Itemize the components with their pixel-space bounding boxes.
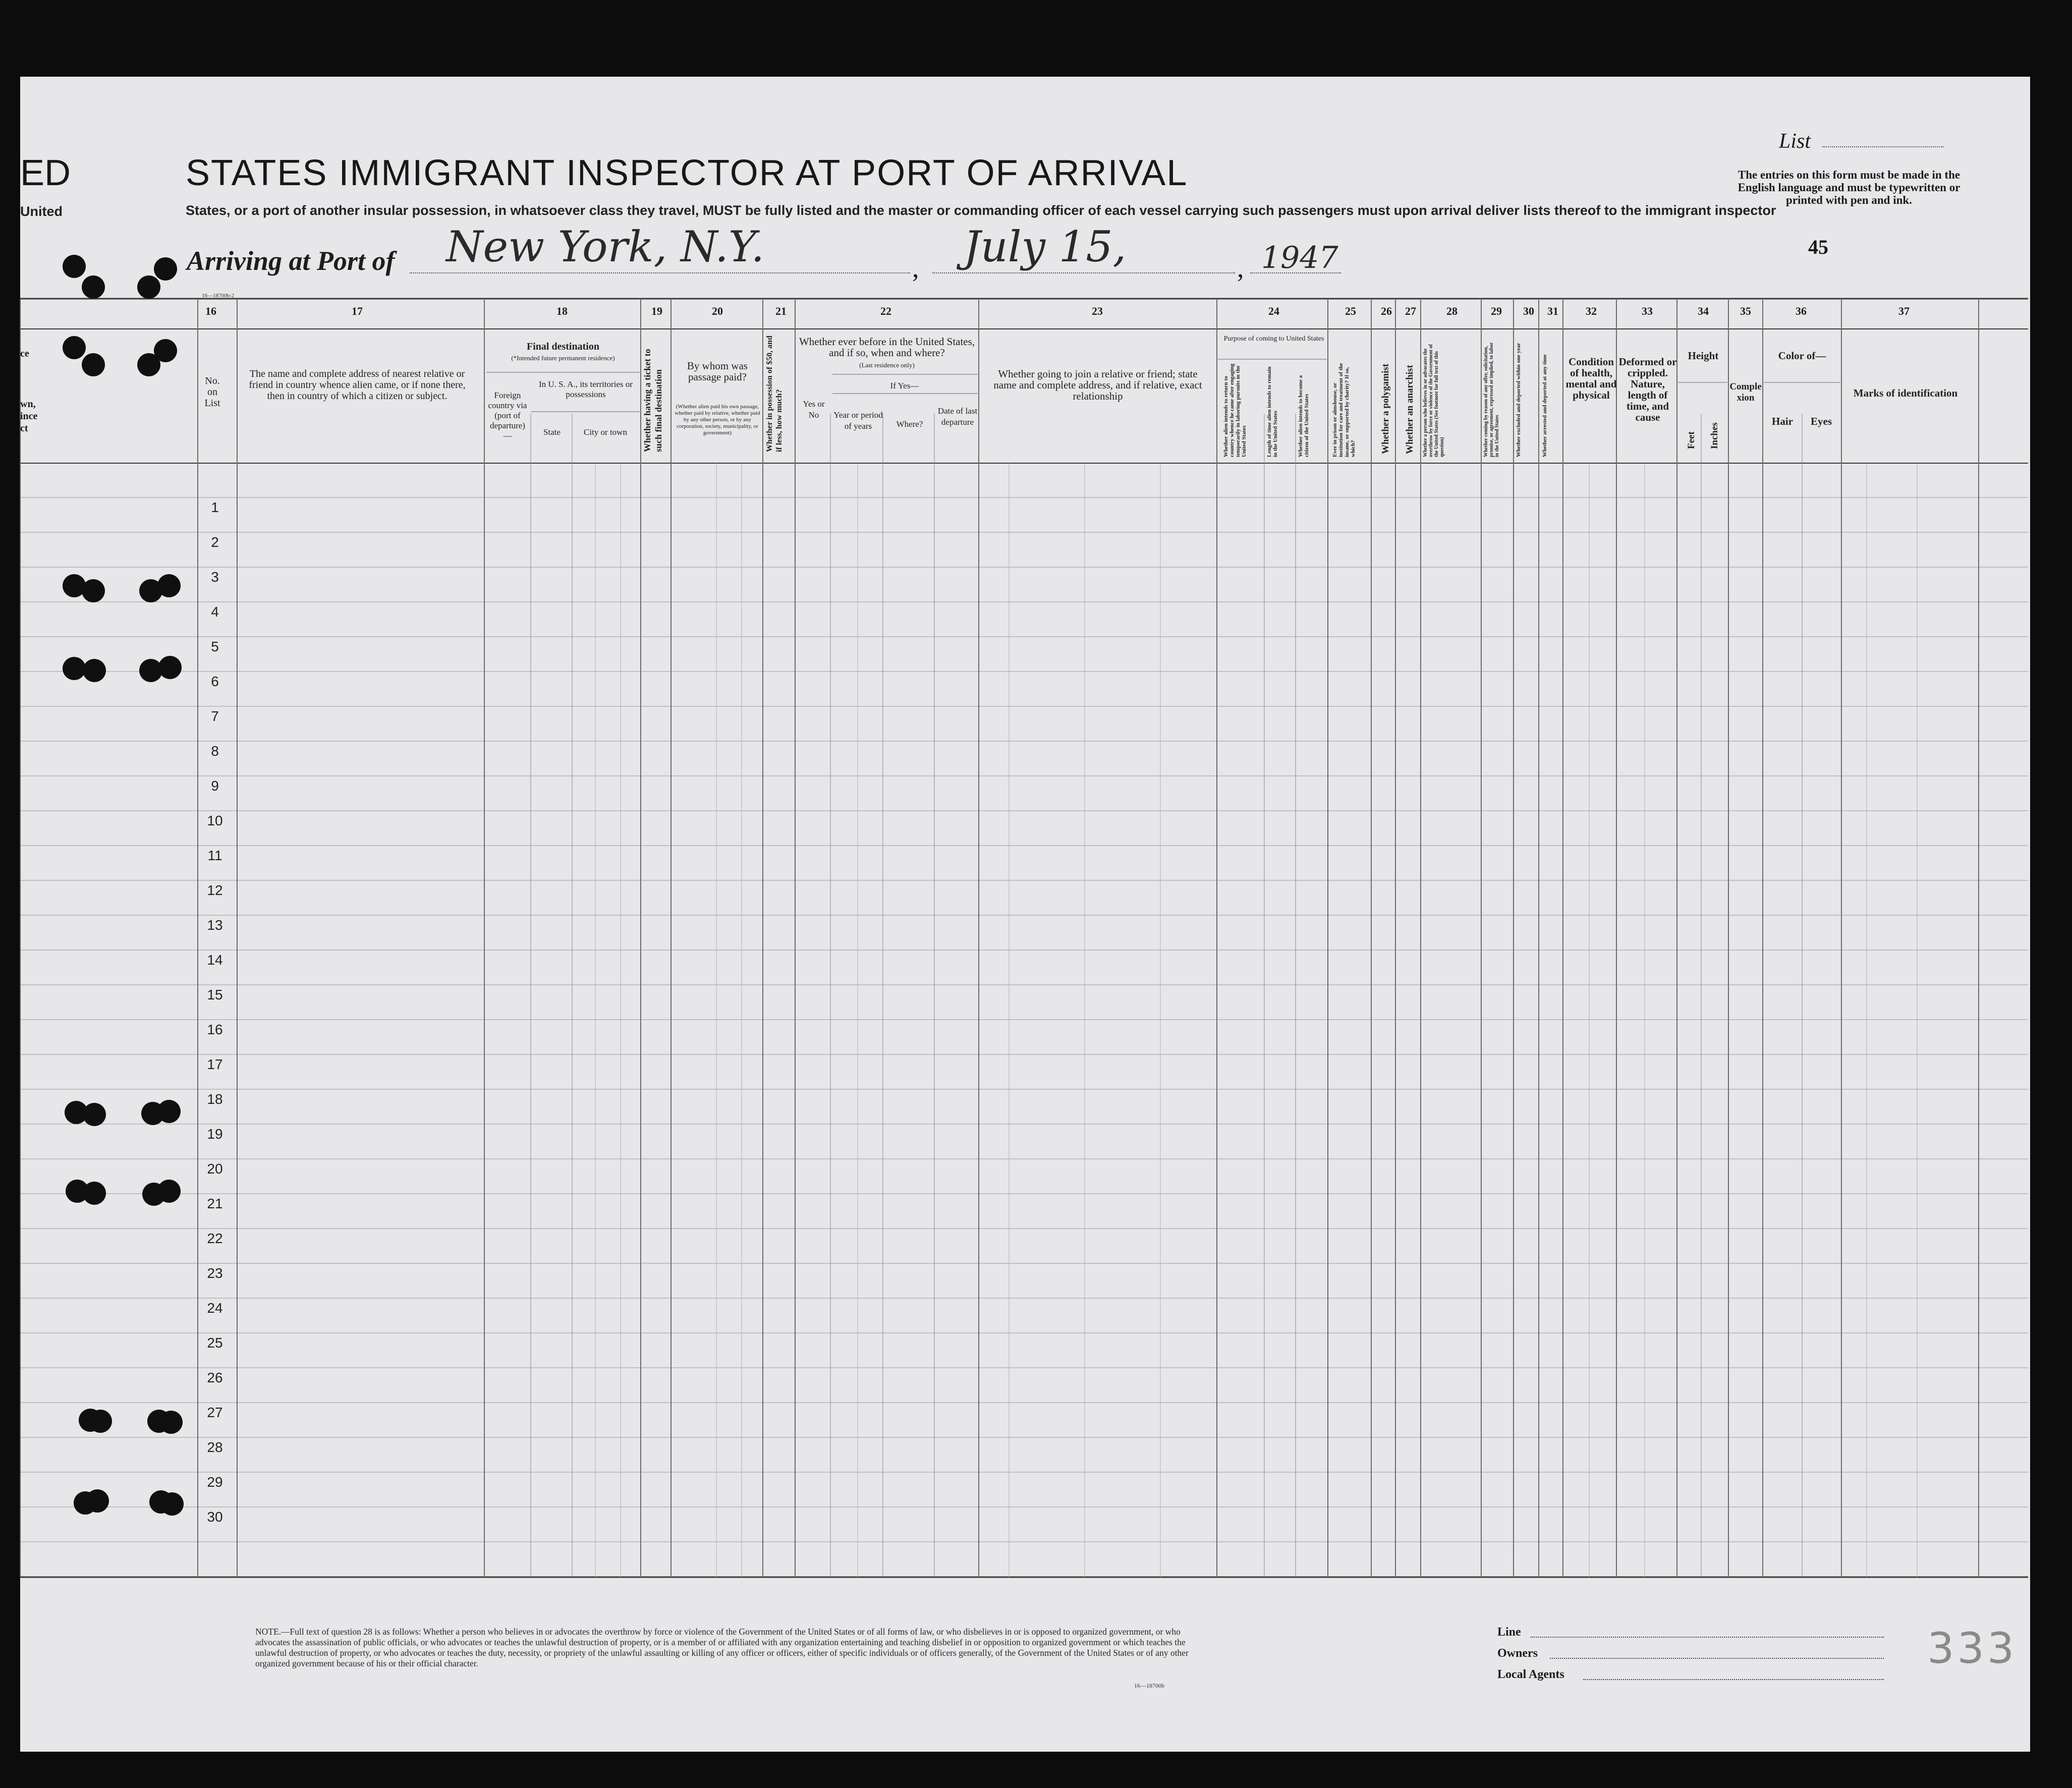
row-number: 2 [211, 534, 219, 550]
header-hair: Hair [1772, 415, 1793, 427]
punch-hole [82, 353, 105, 376]
header-prison-almshouse: Ever in prison or almshouse, or institution for care and treatment of the insane, or supported by charity? If so, which? [1332, 363, 1356, 457]
row-number: 16 [207, 1022, 223, 1037]
english-language-note: The entries on this form must be made in the English language and must be typewritten or printed with pen and ink. [1738, 169, 1961, 206]
pencil-page-number: 333 [1927, 1624, 2018, 1673]
header-purpose-citizen: Whether alien intends to become a citizen of the United States [1298, 375, 1310, 457]
punch-hole [158, 656, 182, 679]
column-number: 17 [352, 305, 363, 317]
footer-form-code: 16—18700b [1134, 1682, 1164, 1689]
punch-hole [63, 255, 86, 278]
row-number: 1 [211, 499, 219, 515]
header-feet: Feet [1686, 431, 1697, 449]
row-number: 6 [211, 674, 219, 689]
row-number: 15 [207, 987, 223, 1002]
punch-hole [154, 257, 177, 281]
row-number: 12 [207, 882, 223, 898]
date-fill-line [932, 272, 1235, 273]
row-number: 20 [207, 1161, 223, 1177]
header-state: State [543, 427, 561, 437]
column-number: 29 [1491, 305, 1502, 317]
column-number: 33 [1642, 305, 1653, 317]
list-label: List [1779, 130, 1811, 153]
punch-hole [82, 579, 105, 602]
punch-hole [89, 1410, 112, 1433]
punch-hole [137, 353, 160, 376]
header-by-whom-paid: By whom was passage paid? [687, 360, 748, 383]
row-number: 28 [207, 1439, 223, 1455]
punch-hole [83, 1103, 106, 1126]
row-number: 4 [211, 604, 219, 620]
header-by-whom-paid-note: (Whether alien paid his own passage, whether paid by relative, whether paid by any other person, or by any corporation, society, municipality, or government) [675, 404, 760, 436]
subline-edge-fragment: United [20, 204, 63, 219]
column-number: 24 [1268, 305, 1279, 317]
punch-hole [63, 336, 86, 359]
row-number: 26 [207, 1370, 223, 1385]
page-title: STATES IMMIGRANT INSPECTOR AT PORT OF ARRIVAL [186, 153, 1188, 193]
column-number: 22 [880, 305, 891, 317]
column-number: 31 [1547, 305, 1558, 317]
row-number: 29 [207, 1474, 223, 1490]
port-value[interactable]: New York, N.Y. [446, 222, 765, 271]
header-period-of-years: Year or period of years [833, 410, 883, 431]
row-number: 21 [207, 1196, 223, 1211]
header-where: Where? [896, 419, 923, 429]
column-number: 32 [1586, 305, 1597, 317]
punch-hole [157, 1100, 181, 1123]
comma-mark: , [912, 253, 919, 283]
header-city-or-town: City or town [584, 427, 627, 437]
row-number: 23 [207, 1265, 223, 1281]
row-number: 13 [207, 917, 223, 933]
header-anarchist: Whether an anarchist [1405, 365, 1415, 454]
row-number: 24 [207, 1300, 223, 1316]
header-polygamist: Whether a polygamist [1380, 363, 1391, 454]
header-no-on-list: No. on List [204, 375, 220, 409]
row-number: 7 [211, 708, 219, 724]
punch-hole [83, 659, 106, 682]
punch-hole [63, 657, 86, 680]
row-number: 5 [211, 639, 219, 654]
column-number: 35 [1740, 305, 1751, 317]
column-number: 21 [775, 305, 787, 317]
column-number: 27 [1405, 305, 1416, 317]
column-number: 34 [1698, 305, 1709, 317]
column-number: 19 [651, 305, 662, 317]
header-overthrow: Whether a person who believes in or advocates the overthrow by force or violence of the Government of the United States (See footnote for full text of this question) [1423, 344, 1445, 457]
line-fill-line[interactable] [1531, 1637, 1884, 1638]
header-height: Height [1688, 350, 1719, 362]
column-number: 36 [1796, 305, 1807, 317]
row-number: 10 [207, 813, 223, 828]
sheet-number: 45 [1808, 236, 1828, 258]
column-number: 20 [712, 305, 723, 317]
punch-hole [137, 275, 160, 299]
local-agents-label: Local Agents [1497, 1668, 1564, 1681]
column-number: 23 [1092, 305, 1103, 317]
title-edge-fragment: ED [20, 153, 71, 193]
header-join-relative: Whether going to join a relative or friend; state name and complete address, and if relative, exact relationship [993, 368, 1202, 402]
header-if-yes: If Yes— [890, 381, 919, 390]
header-purpose-length: Length of time alien intends to remain in the United States [1266, 366, 1278, 457]
owners-fill-line[interactable] [1550, 1658, 1884, 1659]
punch-hole [159, 1411, 183, 1434]
row-number: 25 [207, 1335, 223, 1351]
row-number: 22 [207, 1231, 223, 1246]
header-ever-before-in-us: Whether ever before in the United States, and if so, when and where? [799, 336, 975, 359]
comma-mark: , [1237, 253, 1244, 283]
header-marks-identification: Marks of identification [1853, 387, 1958, 399]
header-ticket: Whether having a ticket to such final destination [642, 349, 663, 452]
header-deformed: Deformed or crippled. Nature, length of time, and cause [1618, 356, 1677, 423]
punch-hole [160, 1492, 184, 1516]
left-stub-text: wn, [20, 399, 36, 410]
row-number: 14 [207, 952, 223, 968]
port-label: Arriving at Port of [187, 246, 395, 276]
column-number: 30 [1523, 305, 1534, 317]
column-number: 16 [205, 305, 216, 317]
header-inches: Inches [1709, 422, 1720, 449]
row-number: 19 [207, 1126, 223, 1142]
header-final-destination-note: (*Intended future permanent residence) [511, 354, 615, 362]
row-number: 17 [207, 1056, 223, 1072]
header-fifty-dollars: Whether in possession of $50, and if less, how much? [765, 336, 783, 452]
row-number: 9 [211, 778, 219, 794]
form-code: 16—18700b-2 [202, 293, 235, 299]
port-fill-line [410, 272, 910, 273]
line-label: Line [1497, 1626, 1521, 1639]
header-yes-or-no: Yes or No [803, 399, 825, 420]
header-color-of: Color of— [1778, 350, 1826, 362]
row-number: 3 [211, 569, 219, 585]
header-nearest-relative: The name and complete address of nearest relative or friend in country whence alien came, or if none there, then in country of which a citizen or subject. [249, 368, 466, 402]
punch-hole [157, 1180, 181, 1203]
header-purpose: Purpose of coming to United States [1223, 335, 1324, 343]
column-number: 25 [1345, 305, 1356, 317]
list-fill-line [1822, 146, 1943, 147]
column-number: 28 [1446, 305, 1458, 317]
row-number: 11 [207, 848, 222, 863]
instructions-line: States, or a port of another insular possession, in whatsoever class they travel, MUST be fully listed and the master or commanding officer of each vessel carrying such passengers must upon arrival deliver lists thereof to the immigrant inspector [186, 203, 1776, 218]
header-complexion: Complexion [1729, 381, 1762, 403]
header-excluded-deported: Whether excluded and deported within one year [1516, 343, 1522, 457]
year-value[interactable]: 1947 [1261, 240, 1338, 275]
local-agents-fill-line[interactable] [1583, 1679, 1884, 1680]
column-number: 37 [1898, 305, 1910, 317]
row-number: 8 [211, 743, 219, 759]
date-value[interactable]: July 15, [964, 222, 1127, 271]
header-eyes: Eyes [1811, 415, 1832, 427]
column-number: 18 [556, 305, 568, 317]
row-number: 30 [207, 1509, 223, 1525]
left-stub-text: ce [20, 348, 29, 359]
punch-hole [157, 574, 181, 597]
punch-hole [82, 275, 105, 299]
header-in-usa: In U. S. A., its territories or possessions [538, 379, 633, 399]
header-foreign-country: Foreign country via (port of departure)— [488, 390, 527, 440]
punch-hole [83, 1182, 106, 1205]
column-number: 26 [1381, 305, 1392, 317]
header-last-residence: (Last residence only) [859, 361, 915, 369]
row-number: 18 [207, 1091, 223, 1107]
left-stub-text: ct [20, 423, 28, 434]
footnote-question-28: NOTE.—Full text of question 28 is as follows: Whether a person who believes in or advocates the overthrow by force or violence of the Government of the United States or of all forms of law, or who disbelieves in or is opposed to organized government, or who advocates the assassination of public officials, or who advocates or teaches the unlawful destruction of property, or is a member of or affiliated with any organization entertaining and teaching disbelief in or opposition to organized government or which teaches the unlawful destruction of property, or who advocates or teaches the duty, necessity, or propriety of the unlawful assaulting or killing of any officer or officers, either of specific individuals or of officers generally, of the Government of the United States or of any other organized government because of his or their official character. [255, 1627, 1189, 1668]
header-health: Condition of health, mental and physical [1565, 356, 1617, 401]
header-final-destination: Final destination [527, 341, 599, 352]
owners-label: Owners [1497, 1647, 1538, 1660]
left-stub-text: ince [20, 411, 38, 422]
header-arrested-deported: Whether arrested and deported at any time [1542, 354, 1548, 457]
header-purpose-return: Whether alien intends to return to country whence he came after engaging temporarily in laboring pursuits in the United States [1223, 363, 1247, 457]
punch-hole [86, 1489, 109, 1513]
header-labor-offer: Whether coming by reason of any offer, solicitation, promise, or agreement, expressed or implied, to labor in the United States [1483, 342, 1500, 457]
header-date-last-departure: Date of last departure [937, 406, 978, 427]
row-number: 27 [207, 1405, 223, 1420]
